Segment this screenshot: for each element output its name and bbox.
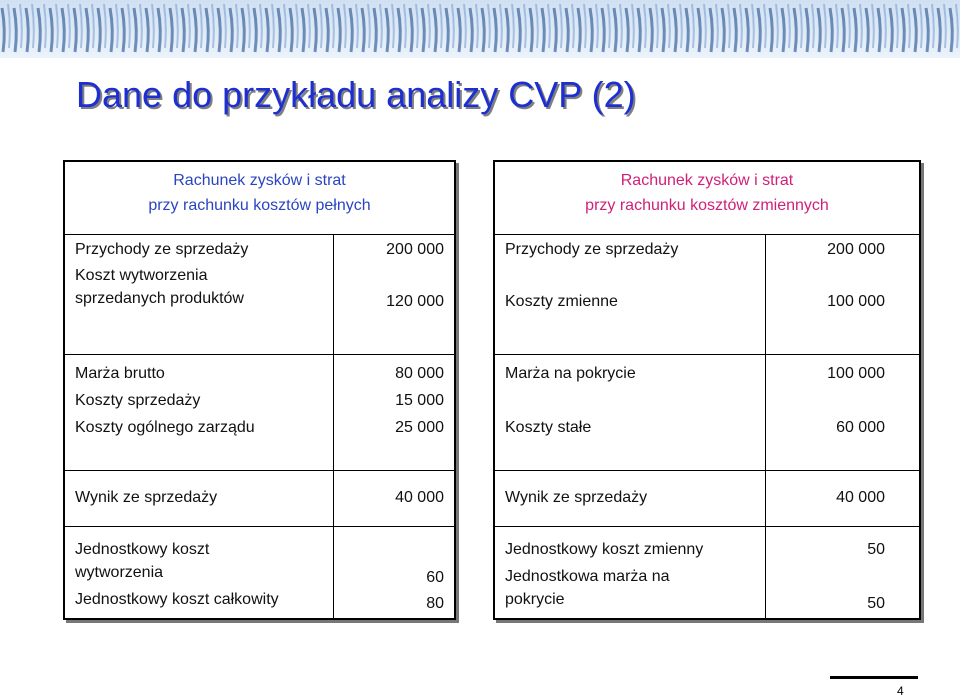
label-sales-result: Wynik ze sprzedaży (505, 489, 648, 506)
row-divider (65, 470, 454, 471)
value-fixed-costs: 60 000 (836, 419, 885, 436)
row-divider (495, 526, 919, 527)
full-costing-table (63, 160, 456, 620)
label-variable-costs: Koszty zmienne (505, 293, 618, 310)
full-costing-header (65, 162, 454, 235)
row-divider (495, 470, 919, 471)
variable-costing-header (495, 162, 919, 235)
top-banner (0, 0, 960, 58)
variable-costing-table (493, 160, 921, 620)
column-divider (333, 235, 334, 618)
label-admin-costs: Koszty ogólnego zarządu (75, 419, 255, 436)
value-unit-total-cost: 80 (426, 595, 444, 612)
column-divider (765, 235, 766, 618)
label-unit-production-cost: Jednostkowy koszt (75, 541, 210, 558)
label-contribution-margin: Marża na pokrycie (505, 365, 636, 382)
label-unit-variable-cost: Jednostkowy koszt zmienny (505, 541, 704, 558)
header-line-1: Rachunek zysków i strat (620, 172, 794, 189)
page-number: 4 (897, 684, 904, 698)
value-revenue: 200 000 (827, 241, 885, 258)
label-sales-result: Wynik ze sprzedaży (75, 489, 218, 506)
header-line-1: Rachunek zysków i strat (173, 172, 346, 189)
header-line-2: przy rachunku kosztów zmiennych (585, 197, 829, 214)
value-sales-result: 40 000 (395, 489, 444, 506)
label-revenue: Przychody ze sprzedaży (505, 241, 679, 258)
row-divider (65, 354, 454, 355)
header-line-2: przy rachunku kosztów pełnych (148, 197, 371, 214)
value-admin-costs: 25 000 (395, 419, 444, 436)
value-gross-margin: 80 000 (395, 365, 444, 382)
value-selling-costs: 15 000 (395, 392, 444, 409)
label-unit-production-cost-cont: wytworzenia (75, 564, 164, 581)
page-number-rule (830, 676, 918, 679)
value-unit-contribution-margin: 50 (867, 595, 885, 612)
slide-title: Dane do przykładu analizy CVP (2) (76, 74, 636, 115)
label-unit-contribution-margin-cont: pokrycie (505, 591, 565, 608)
label-selling-costs: Koszty sprzedaży (75, 392, 201, 409)
value-unit-variable-cost: 50 (867, 541, 885, 558)
value-variable-costs: 100 000 (827, 293, 885, 310)
value-revenue: 200 000 (386, 241, 444, 258)
label-fixed-costs: Koszty stałe (505, 419, 592, 436)
row-divider (65, 526, 454, 527)
value-sales-result: 40 000 (836, 489, 885, 506)
row-divider (495, 354, 919, 355)
value-production-cost: 120 000 (386, 293, 444, 310)
label-unit-total-cost: Jednostkowy koszt całkowity (75, 591, 279, 608)
label-unit-contribution-margin: Jednostkowa marża na (505, 568, 670, 585)
label-production-cost: Koszt wytworzenia (75, 267, 208, 284)
value-unit-production-cost: 60 (426, 569, 444, 586)
label-revenue: Przychody ze sprzedaży (75, 241, 249, 258)
label-gross-margin: Marża brutto (75, 365, 165, 382)
label-production-cost-cont: sprzedanych produktów (75, 290, 244, 307)
value-contribution-margin: 100 000 (827, 365, 885, 382)
